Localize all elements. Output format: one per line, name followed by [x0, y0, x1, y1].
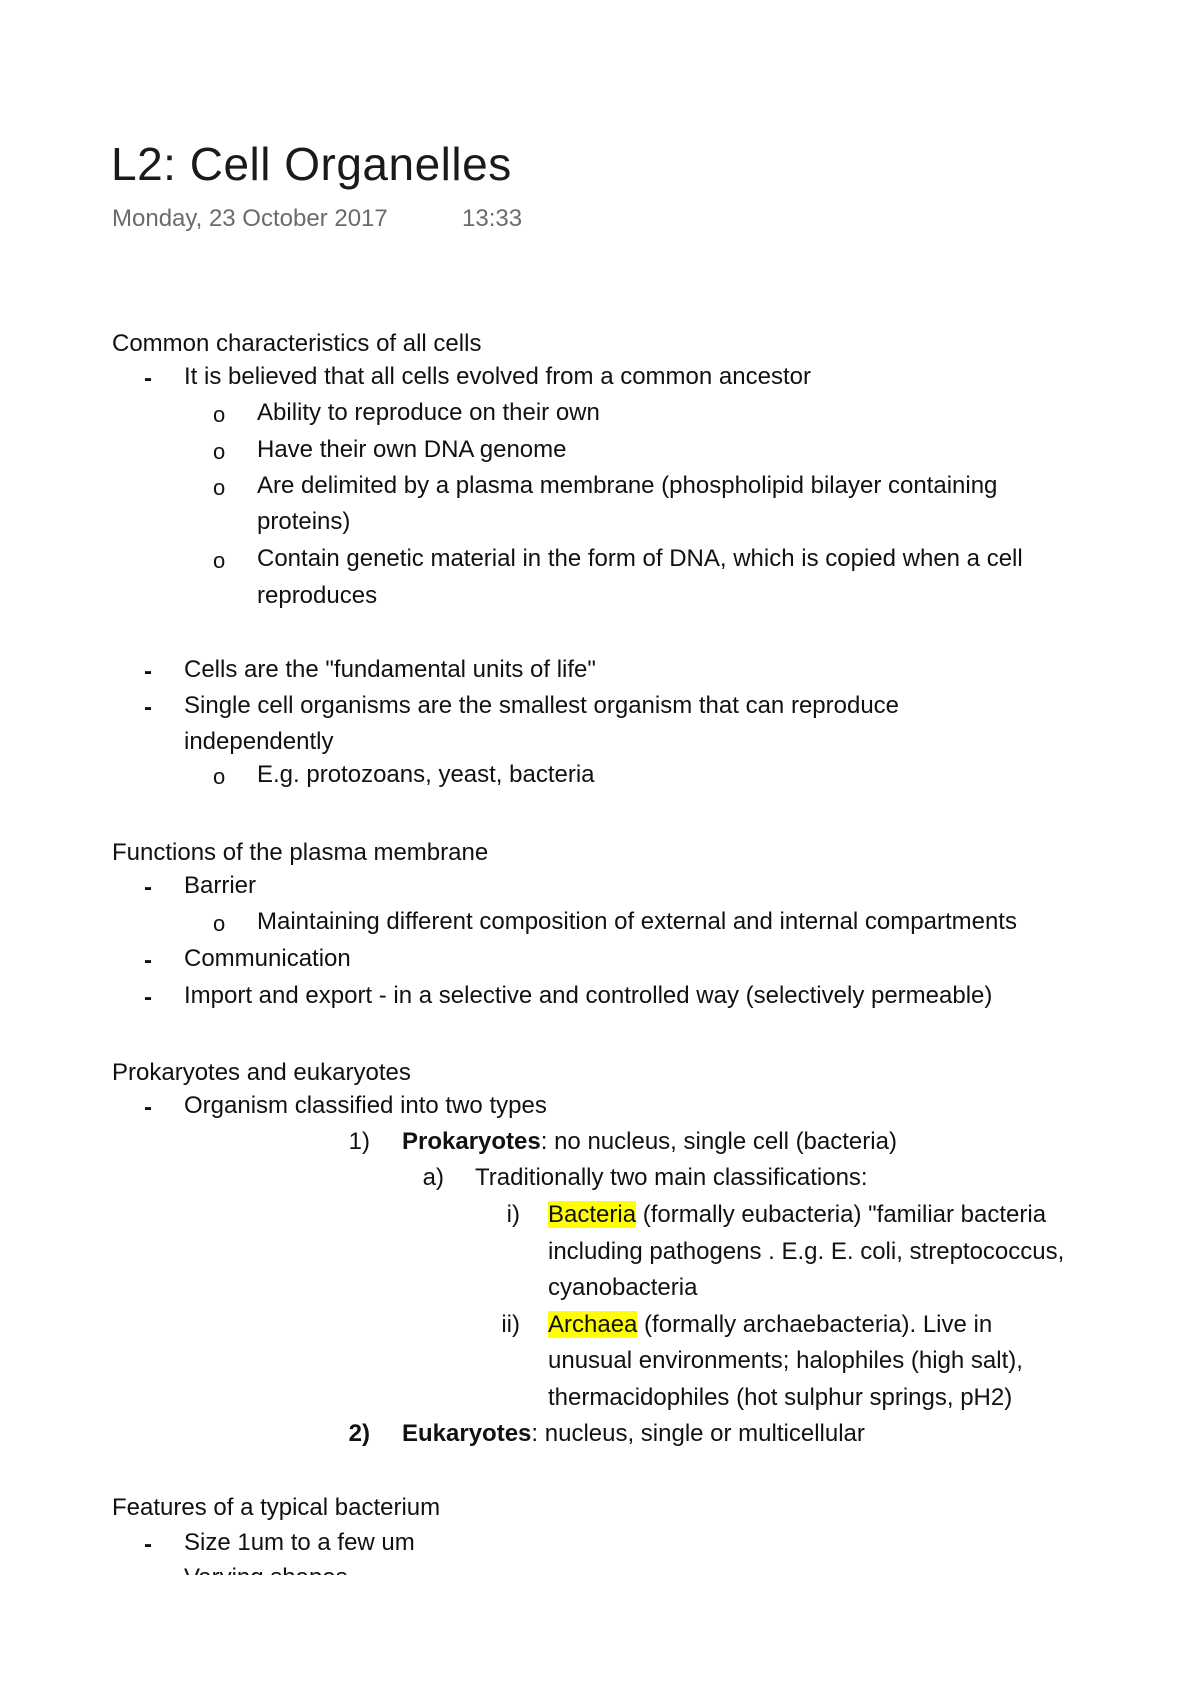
list-item: [548, 1310, 992, 1340]
list-item: Have their own DNA genome: [257, 436, 567, 463]
highlighted-term: Bacteria: [548, 1201, 637, 1228]
dash-bullet: -: [144, 694, 152, 721]
list-number: 1): [348, 1128, 370, 1155]
list-item: Import and export - in a selective and controlled way (selectively permeable): [184, 982, 993, 1009]
list-item: Communication: [184, 945, 351, 972]
circle-bullet: o: [213, 402, 226, 427]
list-item-continued: thermacidophiles (hot sulphur springs, pH2): [548, 1384, 1013, 1411]
list-roman: i): [506, 1201, 520, 1228]
list-item: [548, 1200, 1046, 1230]
circle-bullet: o: [213, 911, 226, 936]
dash-bullet: -: [144, 947, 152, 974]
section-heading: Prokaryotes and eukaryotes: [112, 1059, 411, 1086]
list-number: 2): [348, 1420, 370, 1447]
list-item: Single cell organisms are the smallest organism that can reproduce: [184, 692, 900, 719]
list-item: Organism classified into two types: [184, 1092, 547, 1119]
list-item-continued: reproduces: [257, 582, 378, 609]
list-item-continued: unusual environments; halophiles (high salt),: [548, 1347, 1023, 1374]
section-heading: Common characteristics of all cells: [112, 330, 482, 357]
list-item: Barrier: [184, 872, 257, 899]
note-time: 13:33: [462, 205, 523, 232]
list-item: Ability to reproduce on their own: [257, 399, 600, 426]
section-heading: Features of a typical bacterium: [112, 1494, 441, 1521]
list-item: [402, 1419, 865, 1449]
term-eukaryotes: Eukaryotes: [402, 1420, 532, 1447]
circle-bullet: o: [213, 439, 226, 464]
circle-bullet: o: [213, 548, 226, 573]
list-item: Traditionally two main classifications:: [475, 1164, 868, 1191]
list-item: Cells are the "fundamental units of life": [184, 656, 596, 683]
circle-bullet: o: [213, 764, 226, 789]
list-item-continued: including pathogens . E.g. E. coli, streptococcus,: [548, 1238, 1065, 1265]
dash-bullet: -: [144, 1531, 152, 1558]
list-item: E.g. protozoans, yeast, bacteria: [257, 761, 595, 788]
list-item: Size 1um to a few um: [184, 1529, 415, 1556]
definition-text: (formally archaebacteria). Live in: [637, 1311, 993, 1338]
list-roman: ii): [501, 1311, 520, 1338]
page-title: L2: Cell Organelles: [111, 138, 512, 190]
dash-bullet: -: [144, 874, 152, 901]
definition-text: : nucleus, single or multicellular: [531, 1420, 865, 1447]
list-letter: a): [422, 1164, 444, 1191]
note-date: Monday, 23 October 2017: [112, 205, 388, 232]
dash-bullet: -: [144, 658, 152, 685]
list-item-continued: proteins): [257, 508, 351, 535]
term-prokaryotes: Prokaryotes: [402, 1128, 541, 1155]
list-item: Maintaining different composition of external and internal compartments: [257, 908, 1017, 935]
dash-bullet: -: [144, 365, 152, 392]
list-item: Contain genetic material in the form of DNA, which is copied when a cell: [257, 545, 1023, 572]
definition-text: (formally eubacteria) "familiar bacteria: [636, 1201, 1047, 1228]
highlighted-term: Archaea: [548, 1311, 638, 1338]
dash-bullet: -: [144, 1094, 152, 1121]
circle-bullet: o: [213, 475, 226, 500]
page-cutoff: [0, 1575, 1200, 1698]
dash-bullet: -: [144, 984, 152, 1011]
list-item-continued: cyanobacteria: [548, 1274, 698, 1301]
list-item: [402, 1127, 897, 1157]
list-item-continued: independently: [184, 728, 334, 755]
list-item: Are delimited by a plasma membrane (phospholipid bilayer containing: [257, 472, 998, 499]
section-heading: Functions of the plasma membrane: [112, 839, 489, 866]
list-item: It is believed that all cells evolved from a common ancestor: [184, 363, 811, 390]
definition-text: : no nucleus, single cell (bacteria): [540, 1128, 897, 1155]
